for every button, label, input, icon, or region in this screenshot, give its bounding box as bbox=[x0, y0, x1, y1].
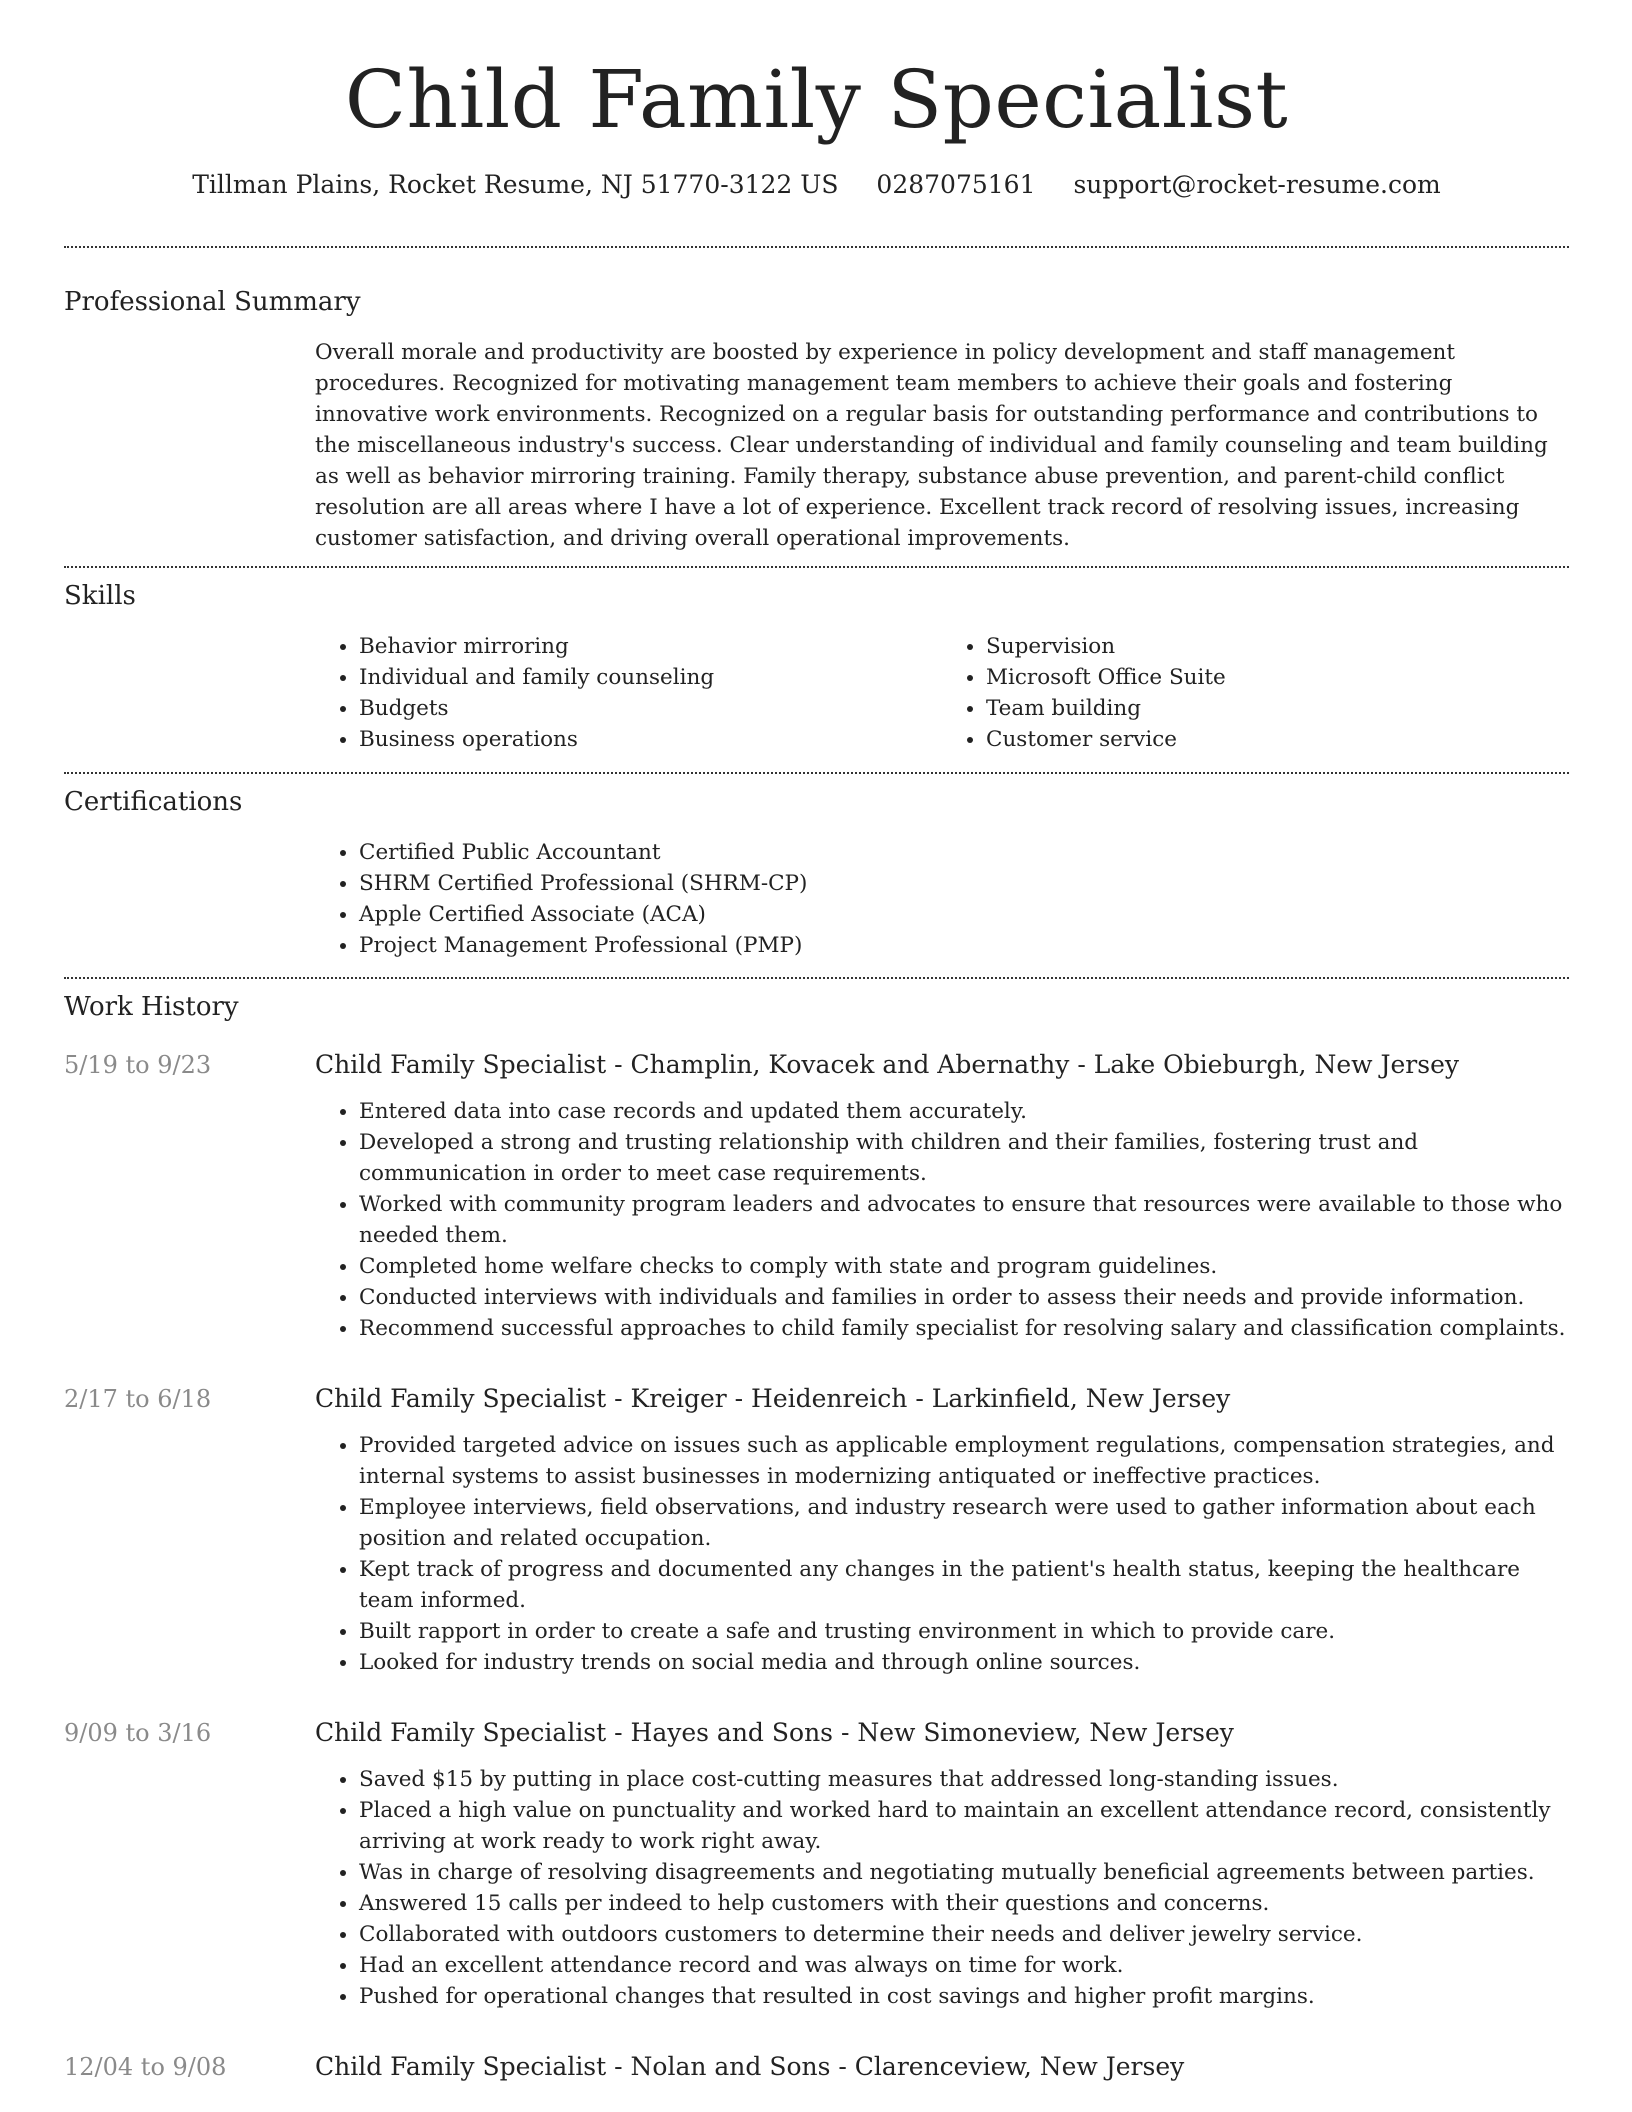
certifications-title: Certifications bbox=[64, 787, 243, 817]
job-bullets bbox=[315, 1096, 1569, 1344]
job-title: Child Family Specialist - Kreiger - Heidenreich - Larkinfield, New Jersey bbox=[315, 1384, 1231, 1413]
job-bullet: • Completed home welfare checks to comply with state and program guidelines. bbox=[359, 1251, 1569, 1282]
job-bullet: • Developed a strong and trusting relationship with children and their families, fostering trust and communication in order to meet case requirements. bbox=[359, 1127, 1569, 1189]
job-bullet: • Was in charge of resolving disagreements and negotiating mutually beneficial agreements between parties. bbox=[359, 1857, 1569, 1888]
job-bullet: • Provided targeted advice on issues such as applicable employment regulations, compensation strategies, and internal systems to assist businesses in modernizing antiquated or ineffective practices. bbox=[359, 1430, 1569, 1492]
job-entry bbox=[64, 1382, 1569, 1678]
candidate-name: Child Family Specialist bbox=[344, 53, 1289, 146]
job-bullet: • Recommend successful approaches to child family specialist for resolving salary and classification complaints. bbox=[359, 1313, 1569, 1344]
certification-item: • Certified Public Accountant bbox=[359, 837, 1569, 868]
summary-title: Professional Summary bbox=[64, 287, 361, 317]
summary-text: Overall morale and productivity are boosted by experience in policy development and staff management procedures. Recognized for motivating management team members to achieve their goals and fostering innovative work environments. Recognized on a regular basis for outstanding performance and contributions to the miscellaneous industry's success. Clear understanding of individual and family counseling and team building as well as behavior mirroring training. Family therapy, substance abuse prevention, and parent-child conflict resolution are all areas where I have a lot of experience. Excellent track record of resolving issues, increasing customer satisfaction, and driving overall operational improvements. bbox=[315, 340, 1548, 551]
job-dates: 5/19 to 9/23 bbox=[64, 1051, 212, 1079]
certifications-list bbox=[315, 837, 1569, 961]
certification-item: • Apple Certified Associate (ACA) bbox=[359, 899, 1569, 930]
skill-item: • Budgets bbox=[359, 693, 942, 724]
contact-line bbox=[64, 168, 1569, 202]
job-dates: 9/09 to 3/16 bbox=[64, 1719, 212, 1747]
job-bullets bbox=[315, 1430, 1569, 1678]
skill-item: • Business operations bbox=[359, 724, 942, 755]
job-bullet: • Had an excellent attendance record and was always on time for work. bbox=[359, 1950, 1569, 1981]
job-bullet: • Looked for industry trends on social media and through online sources. bbox=[359, 1647, 1569, 1678]
job-entry bbox=[64, 1716, 1569, 2012]
skills-list-left bbox=[315, 631, 942, 755]
skills-list-right bbox=[942, 631, 1569, 755]
job-title: Child Family Specialist - Champlin, Kovacek and Abernathy - Lake Obieburgh, New Jersey bbox=[315, 1050, 1459, 1079]
contact-phone: 0287075161 bbox=[876, 170, 1036, 199]
work-history-title: Work History bbox=[64, 992, 239, 1022]
job-bullet: • Entered data into case records and updated them accurately. bbox=[359, 1096, 1569, 1127]
job-bullet: • Pushed for operational changes that resulted in cost savings and higher profit margins. bbox=[359, 1981, 1569, 2012]
skill-item: • Microsoft Office Suite bbox=[986, 662, 1569, 693]
job-bullet: • Saved $15 by putting in place cost-cutting measures that addressed long-standing issues. bbox=[359, 1764, 1569, 1795]
job-bullet: • Conducted interviews with individuals and families in order to assess their needs and provide information. bbox=[359, 1282, 1569, 1313]
job-bullet: • Kept track of progress and documented any changes in the patient's health status, keeping the healthcare team informed. bbox=[359, 1554, 1569, 1616]
skill-item: • Individual and family counseling bbox=[359, 662, 942, 693]
job-bullet: • Built rapport in order to create a safe and trusting environment in which to provide care. bbox=[359, 1616, 1569, 1647]
job-title: Child Family Specialist - Hayes and Sons - New Simoneview, New Jersey bbox=[315, 1718, 1234, 1747]
job-bullet: • Answered 15 calls per indeed to help customers with their questions and concerns. bbox=[359, 1888, 1569, 1919]
job-entry bbox=[64, 1048, 1569, 1344]
contact-email: support@rocket-resume.com bbox=[1073, 170, 1441, 199]
certification-item: • Project Management Professional (PMP) bbox=[359, 930, 1569, 961]
skill-item: • Customer service bbox=[986, 724, 1569, 755]
certifications-section bbox=[64, 774, 1569, 977]
work-history-section bbox=[64, 979, 1569, 2084]
job-dates: 2/17 to 6/18 bbox=[64, 1385, 212, 1413]
skills-title: Skills bbox=[64, 581, 136, 611]
skills-section bbox=[64, 568, 1569, 772]
job-bullet: • Collaborated with outdoors customers to determine their needs and deliver jewelry service. bbox=[359, 1919, 1569, 1950]
resume-page bbox=[64, 0, 1569, 2084]
contact-address: Tillman Plains, Rocket Resume, NJ 51770-3122 US bbox=[192, 170, 839, 199]
skill-item: • Team building bbox=[986, 693, 1569, 724]
skill-item: • Supervision bbox=[986, 631, 1569, 662]
job-bullet: • Employee interviews, field observations, and industry research were used to gather information about each position and related occupation. bbox=[359, 1492, 1569, 1554]
skill-item: • Behavior mirroring bbox=[359, 631, 942, 662]
job-bullet: • Placed a high value on punctuality and worked hard to maintain an excellent attendance record, consistently arriving at work ready to work right away. bbox=[359, 1795, 1569, 1857]
certification-item: • SHRM Certified Professional (SHRM-CP) bbox=[359, 868, 1569, 899]
job-dates: 12/04 to 9/08 bbox=[64, 2053, 227, 2081]
job-bullet: • Worked with community program leaders and advocates to ensure that resources were available to those who needed them. bbox=[359, 1189, 1569, 1251]
job-bullets bbox=[315, 1764, 1569, 2012]
summary-section bbox=[64, 248, 1569, 566]
job-title: Child Family Specialist - Nolan and Sons - Clarenceview, New Jersey bbox=[315, 2052, 1185, 2081]
job-entry bbox=[64, 2050, 1569, 2084]
